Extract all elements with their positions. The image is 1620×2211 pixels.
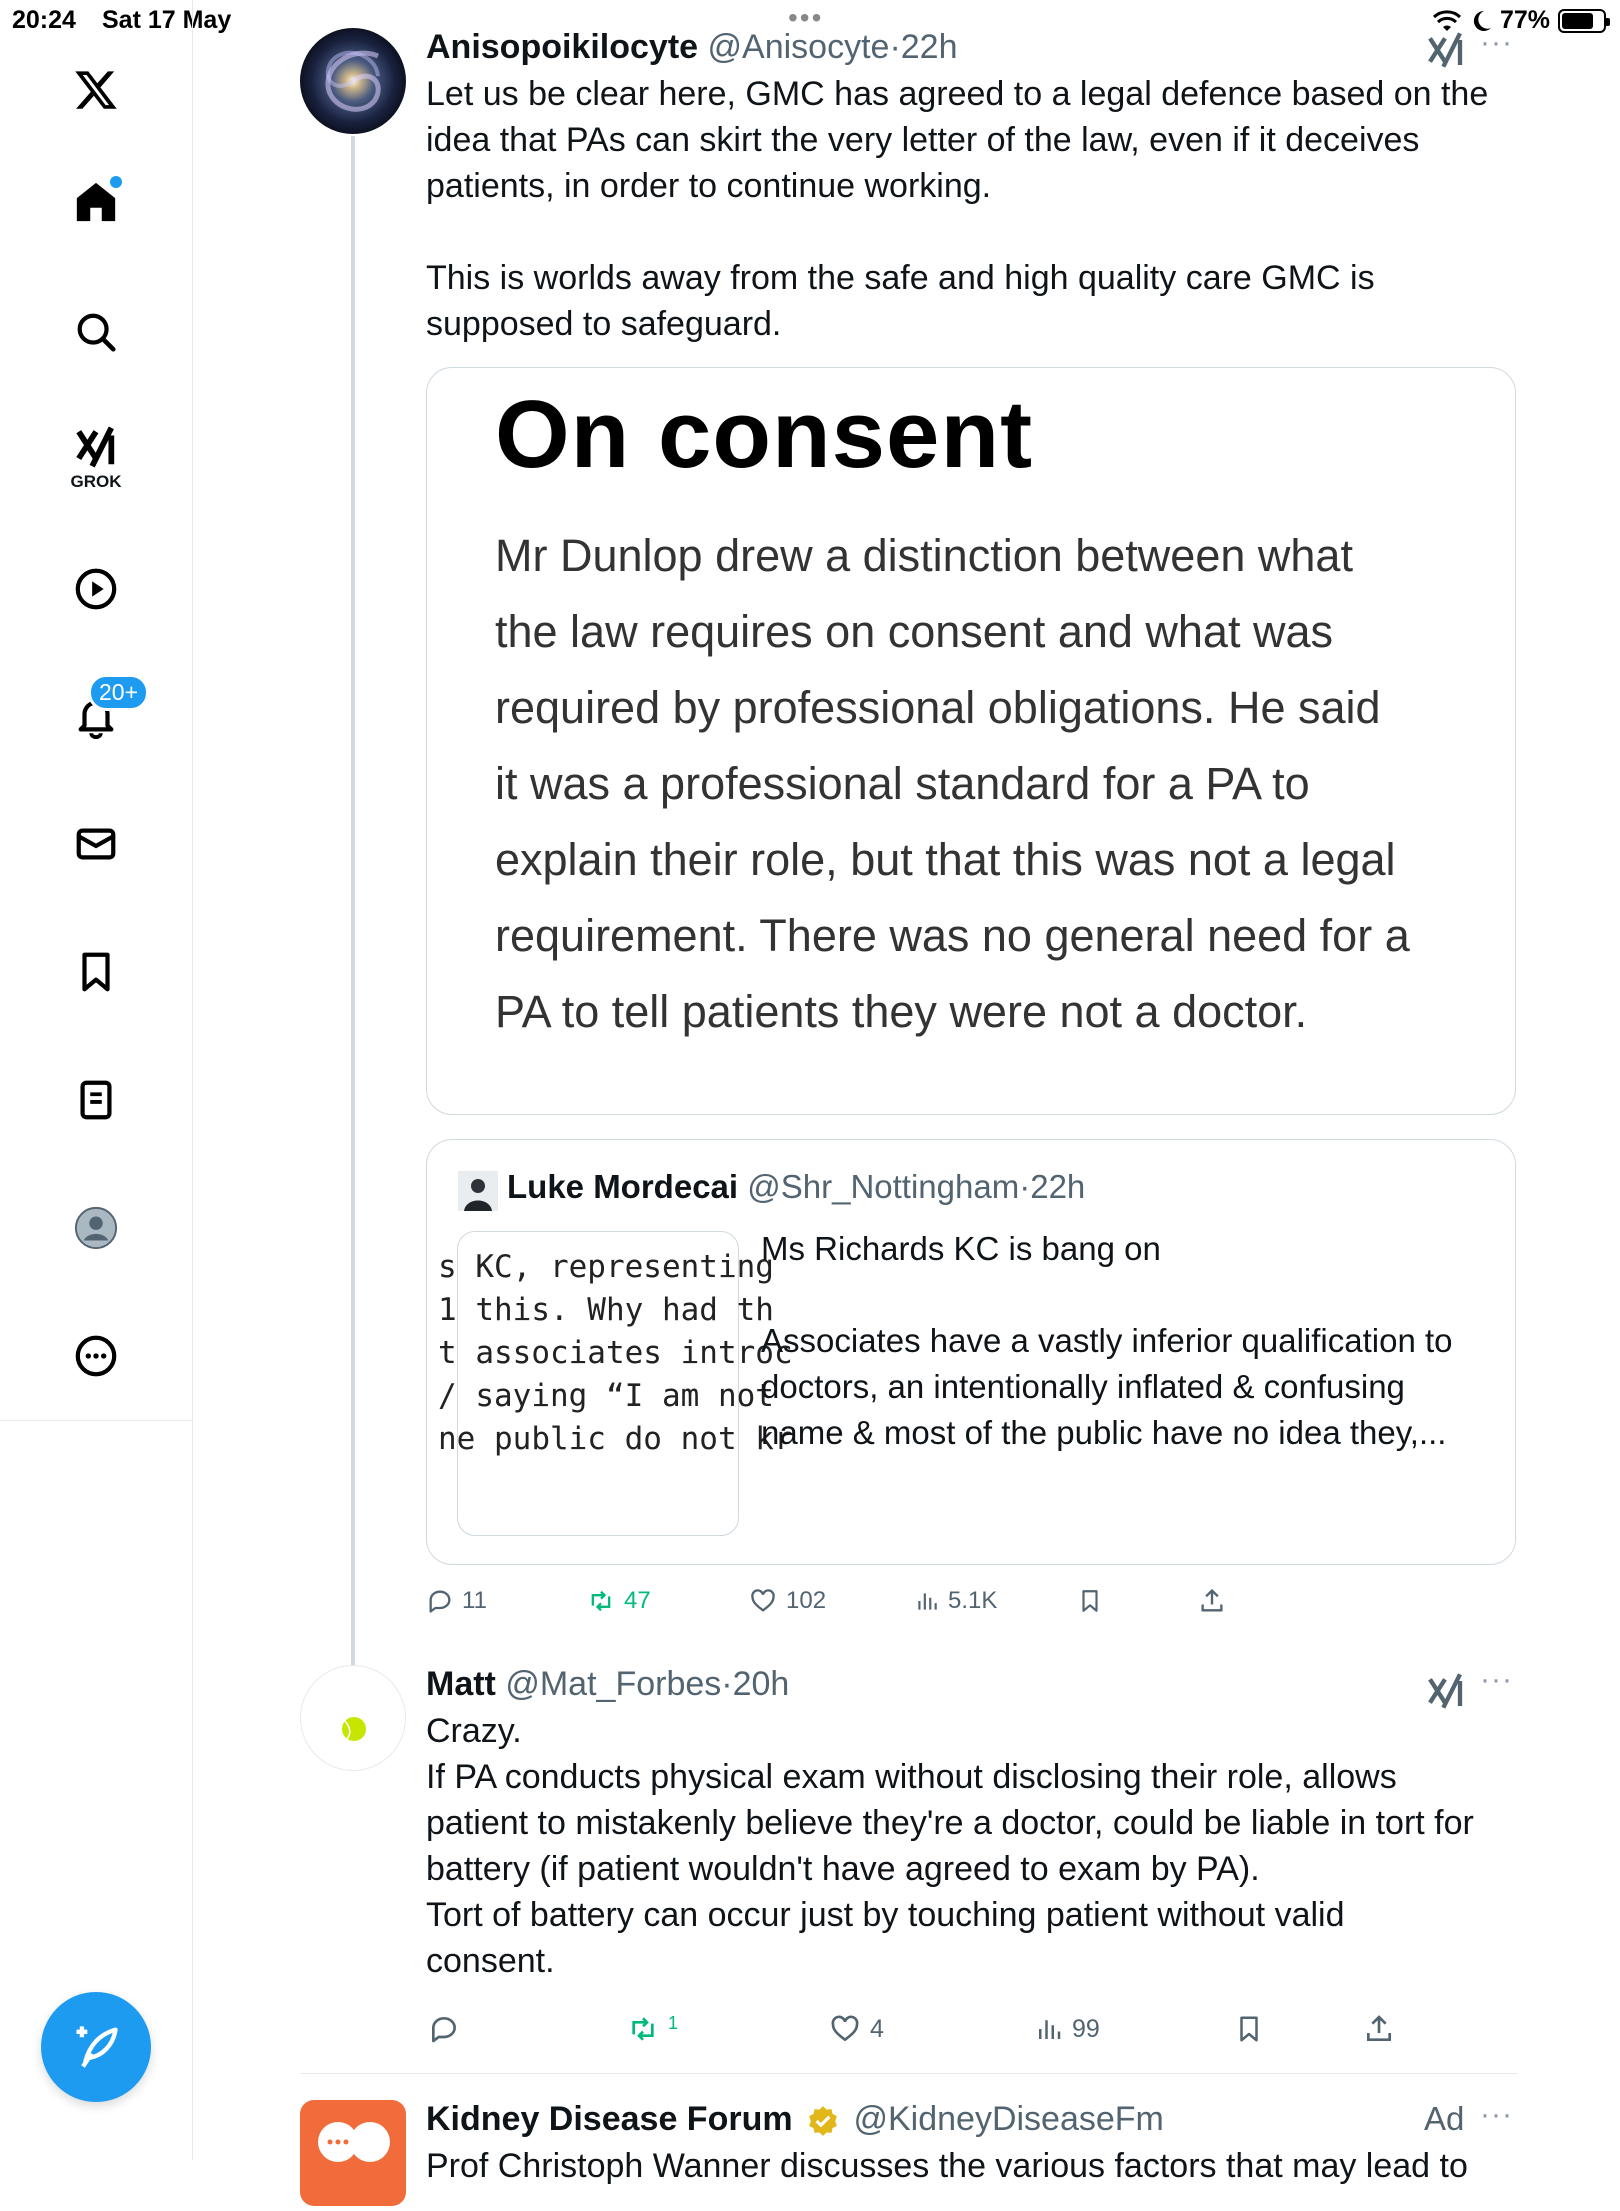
views-count: 5.1K: [948, 1587, 998, 1614]
share-button[interactable]: [1198, 1587, 1226, 1615]
multitasking-dots-icon[interactable]: •••: [788, 2, 824, 33]
sidebar-nav: [0, 0, 193, 2160]
quoted-tweet-header: [507, 1168, 1085, 1206]
heart-icon: [748, 1587, 778, 1615]
tweet-image-card[interactable]: [426, 367, 1516, 1115]
views-button[interactable]: [914, 1587, 997, 1615]
reply-count: 11: [462, 1587, 487, 1614]
share-icon: [1363, 2013, 1395, 2045]
post-time[interactable]: 22h: [900, 28, 958, 66]
share-button[interactable]: [1363, 2013, 1395, 2045]
avatar[interactable]: [300, 28, 406, 134]
quoted-tweet-thumbnail[interactable]: [438, 1231, 793, 1536]
home-unread-dot: [110, 176, 122, 188]
video-icon[interactable]: [60, 553, 132, 625]
meta-separator: ·: [721, 1665, 733, 1703]
like-count: 4: [870, 2014, 884, 2043]
tweet-action-bar: [426, 1584, 1516, 1618]
reply-button[interactable]: [428, 2013, 460, 2045]
search-icon[interactable]: [60, 296, 132, 368]
chat-bubbles-logo-icon: [300, 2100, 406, 2206]
grok-label: GROK: [70, 472, 122, 491]
share-icon: [1198, 1587, 1226, 1615]
bookmark-icon: [1077, 1587, 1103, 1615]
author-handle[interactable]: @Anisocyte: [707, 28, 890, 66]
tennis-ball-avatar-icon: [301, 1666, 407, 1772]
compose-feather-icon: [70, 2021, 122, 2073]
tweet-divider: [300, 2073, 1518, 2074]
notifications-badge: 20+: [88, 674, 149, 711]
thumbnail-text: s KC, representing 1 this. Why had th t associates introc / saying “I am not ne public do not kr: [438, 1249, 793, 1457]
tweet-text: Crazy. If PA conducts physical exam without disclosing their role, allows patient to mistakenly believe they're a doctor, could be liable in tort for battery (if patient wouldn't have agreed to exam by PA). Tort of battery can occur just by touching patient without valid consent.: [426, 1712, 1474, 1980]
reply-icon: [428, 2013, 460, 2045]
notifications-bell-icon[interactable]: [60, 679, 139, 752]
author-handle[interactable]: @KidneyDiseaseFm: [853, 2100, 1164, 2138]
quoted-author-name: Luke Mordecai: [507, 1168, 739, 1205]
retweet-count: 1: [668, 2013, 679, 2033]
tweet-action-bar: [426, 2011, 1516, 2047]
tweet-text: Prof Christoph Wanner discusses the various factors that may lead to: [426, 2147, 1468, 2185]
retweet-count: 47: [624, 1587, 651, 1614]
bookmark-icon: [1234, 2013, 1264, 2045]
grok-explain-icon[interactable]: [1425, 30, 1465, 70]
post-time[interactable]: 20h: [732, 1665, 790, 1703]
more-dots-icon[interactable]: ···: [1480, 1663, 1513, 1696]
image-body-text: Mr Dunlop drew a distinction between what the law requires on consent and what was required by professional obligations. He said it was a professional standard for a PA to explain their role, but that this was not a legal requirement. There was no general need for a PA to tell patients they were not a doctor.: [495, 530, 1410, 1037]
bookmark-button[interactable]: [1077, 1587, 1103, 1615]
status-date: Sat 17 May: [102, 6, 232, 34]
heart-icon: [828, 2013, 862, 2045]
bookmark-button[interactable]: [1234, 2013, 1264, 2045]
tweet-header: [426, 28, 958, 67]
retweet-icon: [626, 2013, 660, 2045]
ad-label: Ad: [1424, 2100, 1465, 2137]
views-chart-icon: [914, 1588, 940, 1614]
retweet-icon: [586, 1587, 616, 1615]
like-count: 102: [786, 1587, 827, 1614]
quoted-post-time: 22h: [1030, 1168, 1086, 1205]
grok-explain-icon[interactable]: [1425, 1671, 1465, 1711]
like-button[interactable]: [828, 2013, 884, 2045]
person-avatar-icon: [458, 1171, 498, 1211]
like-button[interactable]: [748, 1587, 826, 1615]
battery-percent: 77%: [1499, 6, 1550, 34]
tweet-header: [426, 1665, 789, 1704]
home-icon[interactable]: [60, 166, 132, 238]
author-handle[interactable]: @Mat_Forbes: [505, 1665, 722, 1703]
compose-post-button[interactable]: [41, 1992, 151, 2102]
more-dots-icon[interactable]: ···: [1480, 26, 1513, 59]
meta-separator: ·: [889, 28, 901, 66]
bookmarks-icon[interactable]: [60, 936, 132, 1008]
author-name[interactable]: Matt: [426, 1665, 496, 1703]
more-dots-icon[interactable]: ···: [1480, 2098, 1513, 2131]
articles-icon[interactable]: [60, 1064, 132, 1136]
retweet-button[interactable]: [586, 1587, 651, 1615]
grok-icon[interactable]: [60, 420, 132, 492]
retweet-button[interactable]: [626, 2013, 678, 2045]
reply-button[interactable]: [426, 1587, 487, 1615]
views-button[interactable]: [1034, 2014, 1100, 2044]
image-title: On consent: [495, 381, 1034, 488]
views-count: 99: [1072, 2014, 1100, 2043]
more-options-icon[interactable]: [60, 1320, 132, 1392]
quoted-tweet-text: Ms Richards KC is bang on Associates have a vastly inferior qualification to doctors, an intentionally inflated & confusing name & most of the public have no idea they,...: [761, 1230, 1453, 1451]
quoted-author-avatar: [458, 1171, 498, 1211]
verified-gold-badge-icon: [806, 2104, 840, 2138]
quoted-meta-separator: ·: [1019, 1168, 1031, 1205]
author-name[interactable]: Kidney Disease Forum: [426, 2100, 793, 2138]
tweet-ad: [300, 2098, 1520, 2185]
sidebar-divider: [0, 1420, 193, 1421]
status-time: 20:24: [12, 6, 76, 34]
quoted-author-handle: @Shr_Nottingham: [747, 1168, 1020, 1205]
tweet-header: [426, 2100, 1164, 2139]
avatar[interactable]: [300, 2100, 406, 2206]
views-chart-icon: [1034, 2014, 1064, 2044]
author-name[interactable]: Anisopoikilocyte: [426, 28, 699, 66]
tweet-text: Let us be clear here, GMC has agreed to a legal defence based on the idea that PAs can skirt the very letter of the law, even if it deceives patients, in order to continue working. This is worlds away from the safe and high quality care GMC is supposed to safeguard.: [426, 75, 1489, 343]
messages-envelope-icon[interactable]: [60, 808, 132, 880]
reply-icon: [426, 1587, 454, 1615]
tweet-reply: [300, 1665, 1520, 2045]
x-logo-icon[interactable]: [60, 54, 132, 126]
quoted-tweet-card[interactable]: [426, 1139, 1516, 1565]
profile-avatar-icon[interactable]: [60, 1192, 132, 1264]
galaxy-avatar-icon: [300, 28, 406, 134]
battery-icon: [1558, 9, 1606, 33]
avatar[interactable]: [300, 1665, 406, 1771]
